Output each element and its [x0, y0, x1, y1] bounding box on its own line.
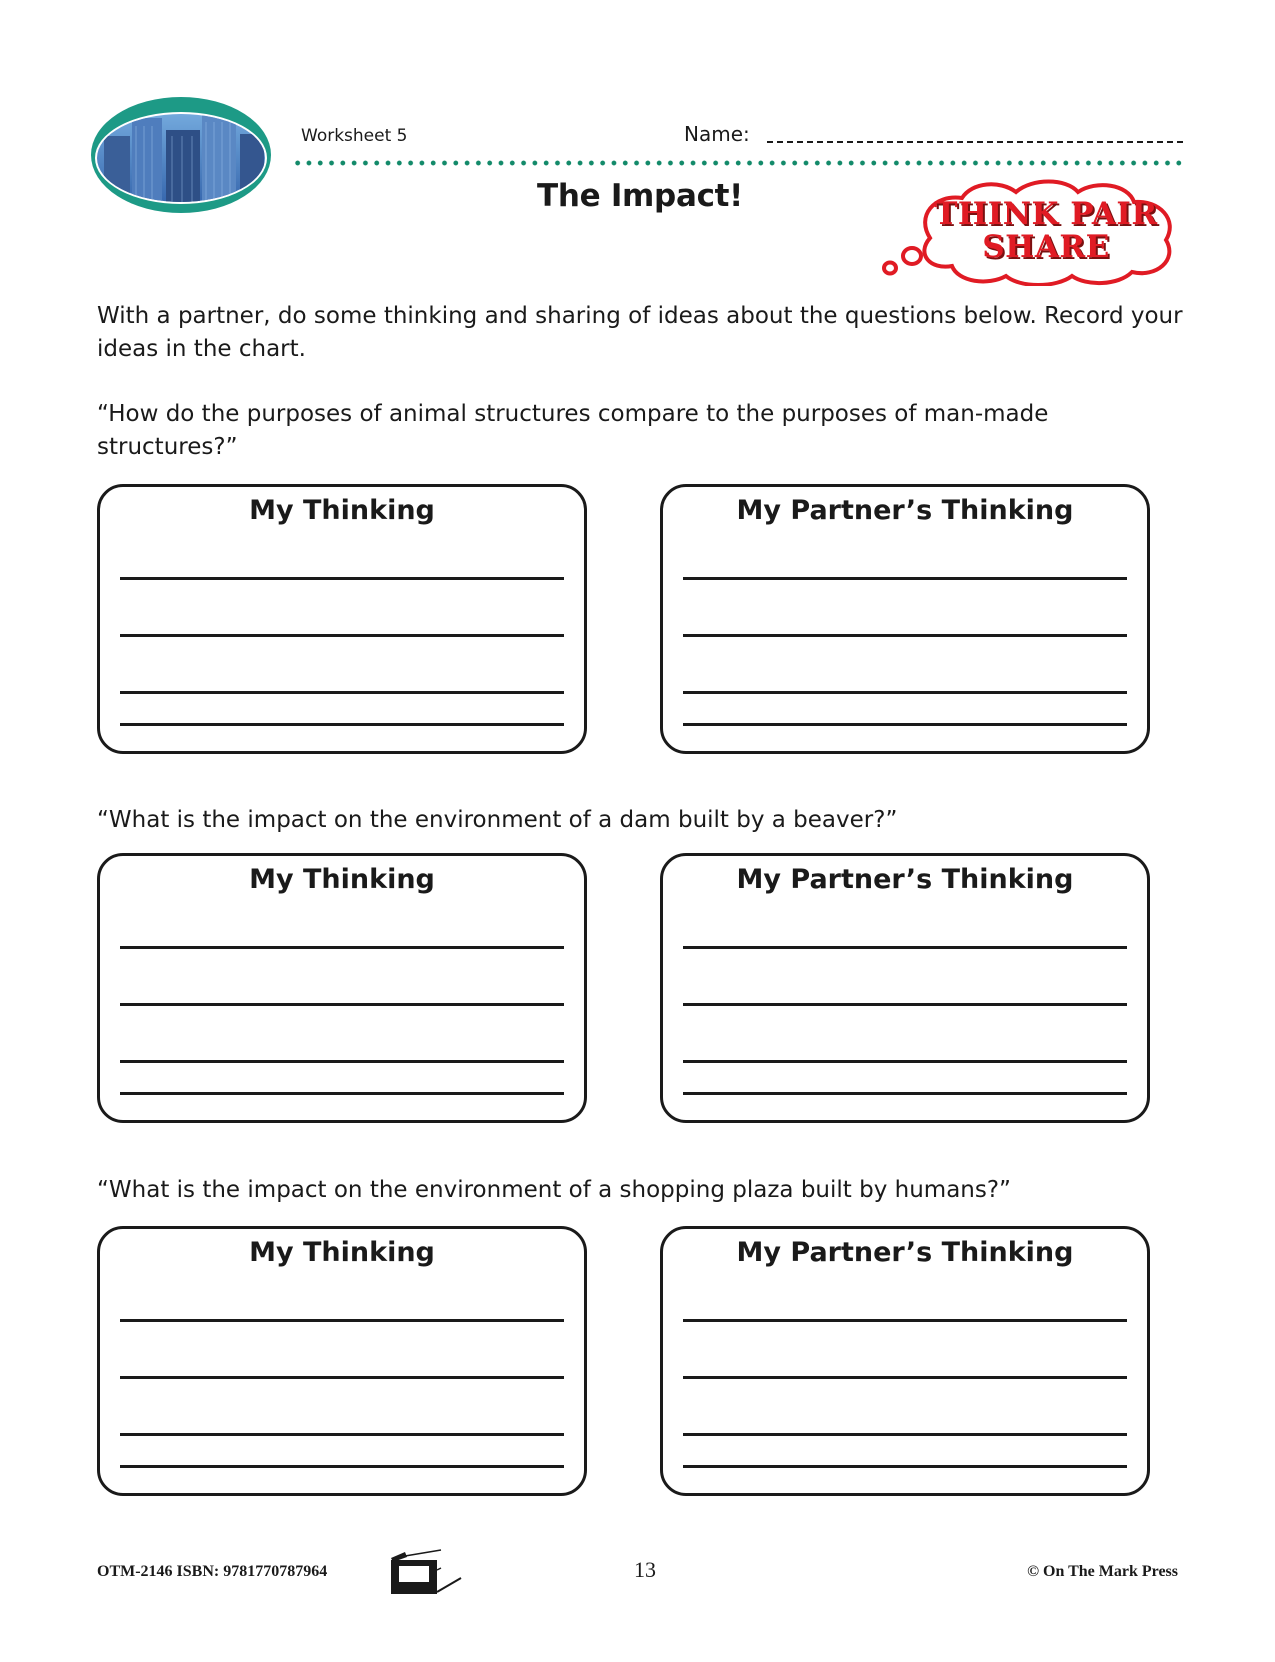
- partner-thinking-box-2: [660, 853, 1150, 1123]
- answer-line[interactable]: [683, 577, 1127, 580]
- badge-line-2: SHARE: [982, 229, 1110, 265]
- answer-line[interactable]: [120, 634, 564, 637]
- badge-line-1: THINK PAIR: [934, 196, 1158, 232]
- box-title: My Partner’s Thinking: [736, 1237, 1074, 1268]
- box-title: My Thinking: [249, 495, 435, 526]
- answer-line[interactable]: [120, 1003, 564, 1006]
- answer-line[interactable]: [683, 1003, 1127, 1006]
- answer-line[interactable]: [120, 1092, 564, 1095]
- answer-line[interactable]: [683, 1319, 1127, 1322]
- name-field[interactable]: [767, 141, 1183, 143]
- answer-line[interactable]: [120, 1433, 564, 1436]
- my-thinking-box-2: [97, 853, 587, 1123]
- question-2: “What is the impact on the environment of a dam built by a beaver?”: [97, 807, 898, 833]
- box-title: My Thinking: [249, 864, 435, 895]
- page-number: 13: [634, 1557, 656, 1582]
- answer-line[interactable]: [683, 1465, 1127, 1468]
- answer-line[interactable]: [683, 634, 1127, 637]
- answer-line[interactable]: [120, 1060, 564, 1063]
- worksheet-number: Worksheet 5: [301, 126, 408, 146]
- answer-line[interactable]: [120, 1465, 564, 1468]
- answer-line[interactable]: [683, 1376, 1127, 1379]
- header-divider: [292, 160, 1184, 166]
- product-code: OTM-2146 ISBN: 9781770787964: [97, 1563, 328, 1580]
- question-3: “What is the impact on the environment of a shopping plaza built by humans?”: [97, 1177, 1011, 1203]
- my-thinking-box-3: [97, 1226, 587, 1496]
- answer-line[interactable]: [683, 691, 1127, 694]
- name-label: Name:: [684, 122, 750, 146]
- skyscrapers-logo-icon: [90, 96, 272, 214]
- question-1: “How do the purposes of animal structures compare to the purposes of man-made structures?”: [97, 401, 1049, 460]
- answer-line[interactable]: [120, 723, 564, 726]
- instructions: With a partner, do some thinking and sharing of ideas about the questions below. Record your ideas in the chart.: [97, 303, 1183, 362]
- think-pair-share-badge: [918, 198, 1174, 264]
- answer-line[interactable]: [683, 1092, 1127, 1095]
- partner-thinking-box-3: [660, 1226, 1150, 1496]
- answer-line[interactable]: [120, 1319, 564, 1322]
- box-title: My Thinking: [249, 1237, 435, 1268]
- answer-line[interactable]: [683, 1060, 1127, 1063]
- answer-line[interactable]: [120, 946, 564, 949]
- answer-line[interactable]: [120, 577, 564, 580]
- box-title: My Partner’s Thinking: [736, 864, 1074, 895]
- answer-line[interactable]: [683, 723, 1127, 726]
- answer-line[interactable]: [120, 691, 564, 694]
- answer-line[interactable]: [683, 946, 1127, 949]
- copyright: © On The Mark Press: [1027, 1563, 1178, 1580]
- answer-line[interactable]: [683, 1433, 1127, 1436]
- partner-thinking-box-1: [660, 484, 1150, 754]
- answer-line[interactable]: [120, 1376, 564, 1379]
- my-thinking-box-1: [97, 484, 587, 754]
- page-title: The Impact!: [536, 178, 743, 214]
- photocopier-icon: [385, 1548, 463, 1594]
- box-title: My Partner’s Thinking: [736, 495, 1074, 526]
